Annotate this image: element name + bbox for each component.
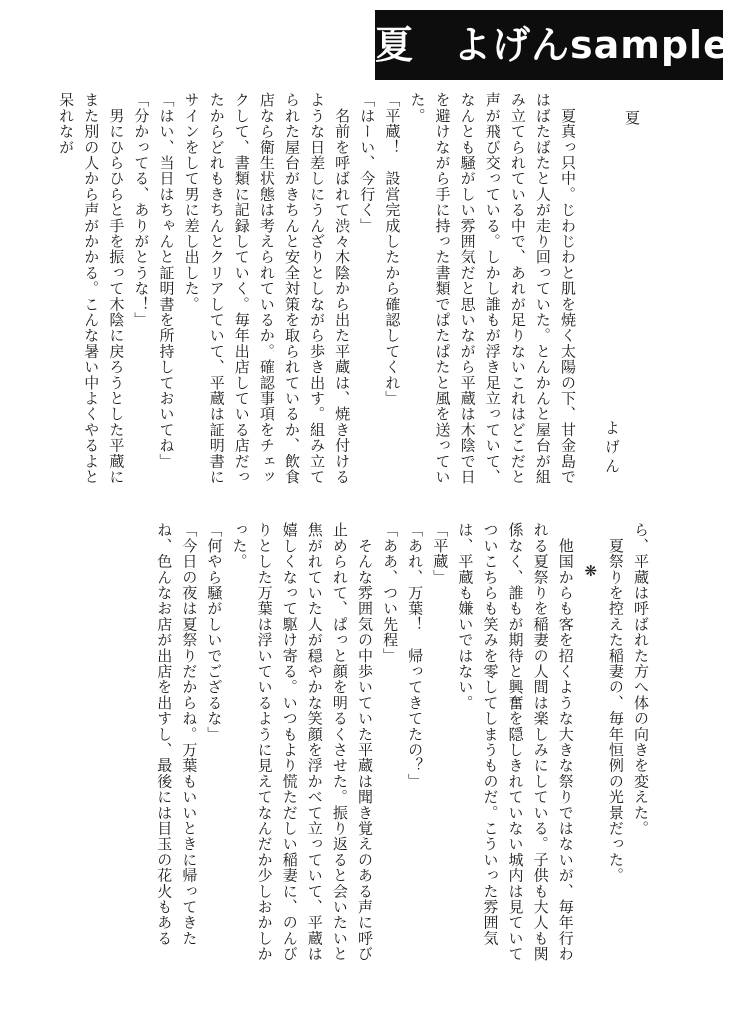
- scene-break: [578, 522, 603, 962]
- dialogue-line: 「はーい、今行く」: [358, 92, 377, 234]
- paragraph: ら、平蔵は呼ばれた方へ体の向きを変えた。: [632, 522, 650, 836]
- dialogue-line: 「ああ、つい先程」: [381, 522, 400, 664]
- paragraph: 男にひらひらと手を振って木陰に戻ろうとした平蔵にまた別の人から声がかかる。こんな暑い中よくやるよと呆れなが: [57, 92, 126, 485]
- dialogue-line: 「平蔵！ 設営完成したから確認してくれ」: [383, 92, 402, 406]
- dialogue-line: 「何やら騒がしいでござるな」: [205, 522, 224, 742]
- paragraph: 名前を呼ばれて渋々木陰から出た平蔵は、焼き付けるような日差しにうんざりとしながら歩き出す。組み立てられた屋台がきちんと安全対策を取られているか、飲食店なら衛生状態は考えられているか。確認事項をチェックして、書類に記録していく。毎年出店している店だったからどれもきちんとクリアしていて、平蔵は証明書にサインをして男に差し出した。: [182, 92, 352, 485]
- sample-banner: 夏 よげんsample: [375, 10, 723, 80]
- dialogue-line: 「今日の夜は夏祭りだからね。万葉もいいときに帰ってきたね、色んなお店が出店を出すし、最後には目玉の花火もある: [155, 522, 199, 946]
- author-name: よげん: [603, 420, 621, 477]
- story-title: 夏: [623, 110, 641, 127]
- dialogue-line: 「はい、当日はちゃんと証明書を所持しておいてね」: [157, 92, 176, 469]
- scene-break-mark: ❋: [581, 562, 600, 581]
- upper-text-block: [0, 92, 580, 497]
- lower-text-block: [53, 522, 653, 962]
- paragraph: 夏真っ只中。じわじわと肌を焼く太陽の下、甘金島ではばたばたと人が走り回っていた。とんかんと屋台が組み立てられている中で、あれが足りないこれはどこだと声が飛び交っている。しかし誰もが浮き足立っていて、なんとも騒がしい雰囲気だと思いながら平蔵は木陰で日を避けながら手に持った書類でぱたぱたと風を送っていた。: [408, 92, 577, 485]
- dialogue-line: 「平蔵」: [431, 522, 450, 585]
- paragraph: 夏祭りを控えた稲妻の、毎年恒例の光景だった。: [606, 522, 625, 884]
- dialogue-line: 「分かってる、ありがとうな！」: [132, 92, 151, 328]
- dialogue-line: 「あれ、万葉！ 帰ってきてたの？」: [406, 522, 425, 789]
- paragraph: 他国からも客を招くような大きな祭りではないが、毎年行われる夏祭りを稲妻の人間は楽しみにしている。子供も大人も関係なく、誰もが期待と興奮を隠しきれていない城内は見ていてついこちらも笑みを零してしまうものだ。こういった雰囲気は、平蔵も嫌いではない。: [456, 522, 575, 962]
- paragraph: そんな雰囲気の中歩いていた平蔵は聞き覚えのある声に呼び止められて、ぱっと顔を明るくさせた。振り返ると会いたいと焦がれていた人が穏やかな笑顔を浮かべて立っていて、平蔵は嬉しくなって駆け寄る。いつもより慌ただしい稲妻に、のんびりとした万葉は浮いているように見えてなんだか少しおかしかった。: [230, 522, 374, 962]
